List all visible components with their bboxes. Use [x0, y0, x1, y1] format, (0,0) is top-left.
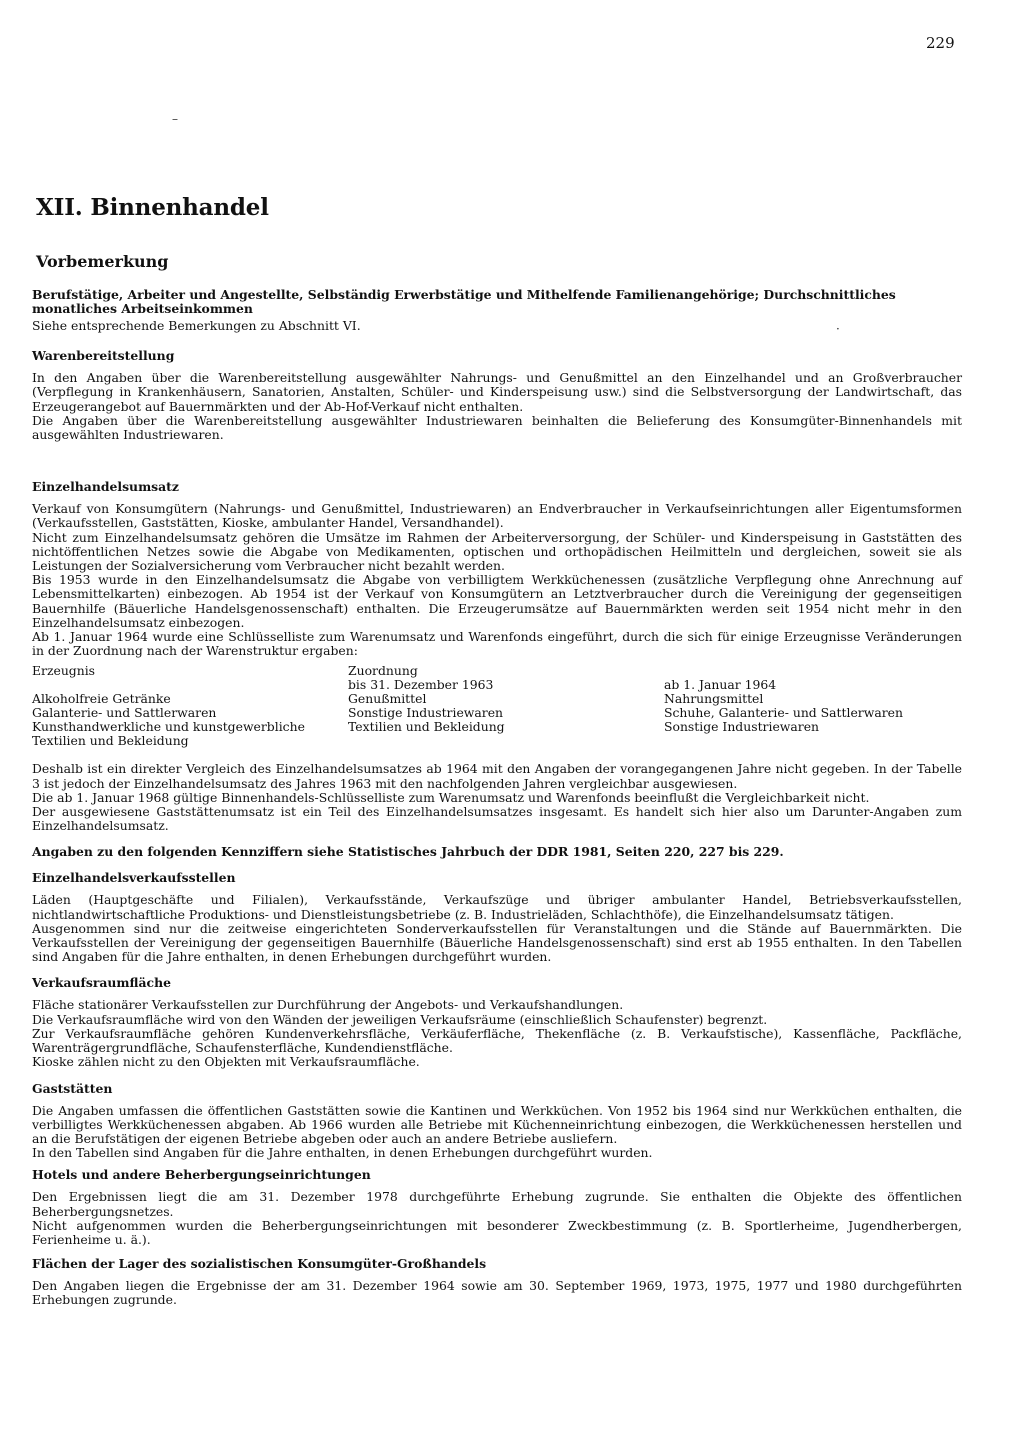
table-column-erzeugnis — [32, 664, 348, 748]
paragraph: Nicht aufgenommen wurden die Beherbergungseinrichtungen mit besonderer Zweckbestimmung (z. B. Sportlerheime, Jugendherbergen, Ferienheime u. ä.). — [32, 1217, 962, 1247]
section-warenbereitstellung — [32, 349, 962, 442]
scan-mark: · — [836, 322, 840, 336]
section-heading: Warenbereitstellung — [32, 348, 175, 364]
section-gaststaetten — [32, 1082, 962, 1161]
paragraph: Ab 1. Januar 1964 wurde eine Schlüsselliste zum Warenumsatz und Warenfonds eingeführt, durch die sich für einige Erzeugnisse Veränderungen in der Zuordnung nach der Warenstruktur ergaben: — [32, 629, 962, 659]
paragraph: Den Ergebnissen liegt die am 31. Dezember 1978 durchgeführte Erhebung zugrunde. Sie enthalten die Objekte des öffentlichen Beherbergungsnetzes. — [32, 1189, 962, 1219]
paragraph: Die Angaben umfassen die öffentlichen Gaststätten sowie die Kantinen und Werkküchen. Von 1952 bis 1964 sind nur Werkküchen enthalten, die verbilligtes Werkküchenessen abgaben. Ab 1966 wurden alle Betriebe mit Küchenneinrichtung einbezogen, die Werkküchenessen herstellen und an die Berufstätigen der eigenen Betriebe abgeben oder auch an andere Betriebe ausliefern. — [32, 1102, 962, 1146]
zuordnung-table — [32, 664, 962, 748]
section-berufstaetige — [32, 288, 962, 333]
table-header: Zuordnung — [348, 663, 418, 679]
paragraph: In den Angaben über die Warenbereitstellung ausgewählter Nahrungs- und Genußmittel an den Einzelhandel und an Großverbraucher (Verpflegung in Krankenhäusern, Sanatorien, Anstalten, Schüler- und Kinderspeisung usw.) sind die Selbstversorgung der Landwirtschaft, das Erzeugerangebot auf Bauernmärkten und der Ab-Hof-Verkauf nicht enthalten. — [32, 370, 962, 414]
section-hotels — [32, 1168, 962, 1247]
table-cell: Textilien und Bekleidung — [348, 719, 505, 735]
paragraph: Siehe entsprechende Bemerkungen zu Abschnitt VI. — [32, 318, 361, 333]
section-heading: Verkaufsraumfläche — [32, 975, 171, 991]
section-subtitle: Vorbemerkung — [36, 252, 169, 271]
paragraph: Ausgenommen sind nur die zeitweise eingerichteten Sonderverkaufsstellen für Veranstaltungen und die Stände auf Bauernmärkten. Die Verkaufsstellen der Vereinigung der gegenseitigen Bauernhilfe (Bäuerliche Handelsgenossenschaft) sind erst ab 1955 enthalten. In den Tabellen sind Angaben für die Jahre enthalten, in denen Erhebungen durchgeführt wurden. — [32, 920, 962, 965]
section-verkaufsraumflaeche — [32, 976, 962, 1069]
section-einzelhandelsumsatz — [32, 480, 962, 658]
paragraph: Die Angaben über die Warenbereitstellung ausgewählter Industriewaren beinhalten die Belieferung des Konsumgüter-Binnenhandels mit ausgewählten Industriewaren. — [32, 412, 962, 443]
paragraph: Die ab 1. Januar 1968 gültige Binnenhandels-Schlüsselliste zum Warenumsatz und Warenfonds beeinflußt die Vergleichbarkeit nicht. — [32, 789, 870, 805]
table-spacer — [664, 664, 962, 678]
table-cell: Galanterie- und Sattlerwaren — [32, 705, 217, 721]
section-heading: Gaststätten — [32, 1080, 113, 1096]
section-heading: Einzelhandelsumsatz — [32, 479, 179, 495]
table-header: bis 31. Dezember 1963 — [348, 677, 494, 693]
section-after-table — [32, 762, 962, 833]
paragraph: In den Tabellen sind Angaben für die Jahre enthalten, in denen Erhebungen durchgeführt wurden. — [32, 1145, 653, 1161]
table-cell: Nahrungsmittel — [664, 691, 764, 707]
paragraph: Kioske zählen nicht zu den Objekten mit Verkaufsraumfläche. — [32, 1054, 420, 1070]
table-header: ab 1. Januar 1964 — [664, 677, 777, 693]
section-heading: Flächen der Lager des sozialistischen Konsumgüter-Großhandels — [32, 1256, 487, 1272]
paragraph: Nicht zum Einzelhandelsumsatz gehören die Umsätze im Rahmen der Arbeiterversorgung, der Schüler- und Kinderspeisung in Gaststätten des nichtöffentlichen Netzes sowie die Abgabe von Medikamenten, optischen und orthopädischen Heilmitteln und dergleichen, soweit sie als Leistungen der Sozialversicherung vom Verbraucher nicht bezahlt werden. — [32, 529, 962, 574]
paragraph: Die Verkaufsraumfläche wird von den Wänden der jeweiligen Verkaufsräume (einschließlich Schaufenster) begrenzt. — [32, 1011, 768, 1027]
paragraph: Zur Verkaufsraumfläche gehören Kundenverkehrsfläche, Verkäuferfläche, Thekenfläche (z. B. Verkaufstische), Kassenfläche, Packfläche, Warenträgergrundfläche, Schaufensterfläche, Kundendienstfläche. — [32, 1025, 962, 1056]
reference-line: Angaben zu den folgenden Kennziffern siehe Statistisches Jahrbuch der DDR 1981, Seiten 220, 227 bis 229. — [32, 844, 784, 860]
document-body — [32, 288, 962, 1308]
section-heading: Einzelhandelsverkaufsstellen — [32, 870, 236, 886]
section-heading: Berufstätige, Arbeiter und Angestellte, Selbständig Erwerbstätige und Mithelfende Familienangehörige; Durchschnittliches monatliches Arbeitseinkommen — [32, 287, 896, 316]
paragraph: Fläche stationärer Verkaufsstellen zur Durchführung der Angebots- und Verkaufshandlungen. — [32, 997, 624, 1013]
paragraph: Verkauf von Konsumgütern (Nahrungs- und Genußmittel, Industriewaren) an Endverbraucher in Verkaufseinrichtungen aller Eigentumsformen (Verkaufsstellen, Gaststätten, Kioske, ambulanter Handel, Versandhandel). — [32, 501, 962, 531]
table-column-ab-1964 — [664, 664, 962, 748]
table-cell: Alkoholfreie Getränke — [32, 691, 171, 707]
paragraph: Der ausgewiesene Gaststättenumsatz ist ein Teil des Einzelhandelsumsatzes insgesamt. Es handelt sich hier also um Darunter-Angaben zum Einzelhandelsumsatz. — [32, 804, 962, 834]
table-header: Erzeugnis — [32, 663, 96, 679]
page-number: 229 — [926, 34, 955, 52]
paragraph: Läden (Hauptgeschäfte und Filialen), Verkaufsstände, Verkaufszüge und übriger ambulanter Handel, Betriebsverkaufsstellen, nichtlandwirtschaftliche Produktions- und Dienstleistungsbetriebe (z. B. Industrieläden, Schlachthöfe), die Einzelhandelsumsatz tätigen. — [32, 892, 962, 922]
table-cell: Sonstige Industriewaren — [348, 705, 504, 721]
table-cell: Sonstige Industriewaren — [664, 719, 820, 735]
paragraph: Deshalb ist ein direkter Vergleich des Einzelhandelsumsatzes ab 1964 mit den Angaben der vorangegangenen Jahre nicht gegeben. In der Tabelle 3 ist jedoch der Einzelhandelsumsatz des Jahres 1963 mit den nachfolgenden Jahren vergleichbar ausgewiesen. — [32, 761, 962, 791]
section-verkaufsstellen — [32, 871, 962, 964]
table-cell: Kunsthandwerkliche und kunstgewerbliche Textilien und Bekleidung — [32, 719, 305, 749]
paragraph: Den Angaben liegen die Ergebnisse der am 31. Dezember 1964 sowie am 30. September 1969, 1973, 1975, 1977 und 1980 durchgeführten Erhebungen zugrunde. — [32, 1278, 962, 1308]
paragraph: Bis 1953 wurde in den Einzelhandelsumsatz die Abgabe von verbilligtem Werkküchenessen (zusätzliche Verpflegung ohne Anrechnung auf Lebensmittelkarten) einbezogen. Ab 1954 ist der Verkauf von Konsumgütern an Letztverbraucher durch die Vereinigung der gegenseitigen Bauernhilfe (Bäuerliche Handelsgenossenschaft) enthalten. Die Erzeugerumsätze auf Bauernmärkten werden seit 1954 nicht mehr in den Einzelhandelsumsatz einbezogen. — [32, 572, 962, 630]
chapter-title: XII. Binnenhandel — [36, 194, 269, 221]
scan-mark: – — [172, 112, 178, 126]
table-cell: Genußmittel — [348, 691, 427, 707]
table-column-bis-1963 — [348, 664, 664, 748]
section-heading: Hotels und andere Beherbergungseinrichtungen — [32, 1167, 371, 1183]
table-cell: Schuhe, Galanterie- und Sattlerwaren — [664, 705, 903, 721]
section-lagerflaechen — [32, 1257, 962, 1307]
